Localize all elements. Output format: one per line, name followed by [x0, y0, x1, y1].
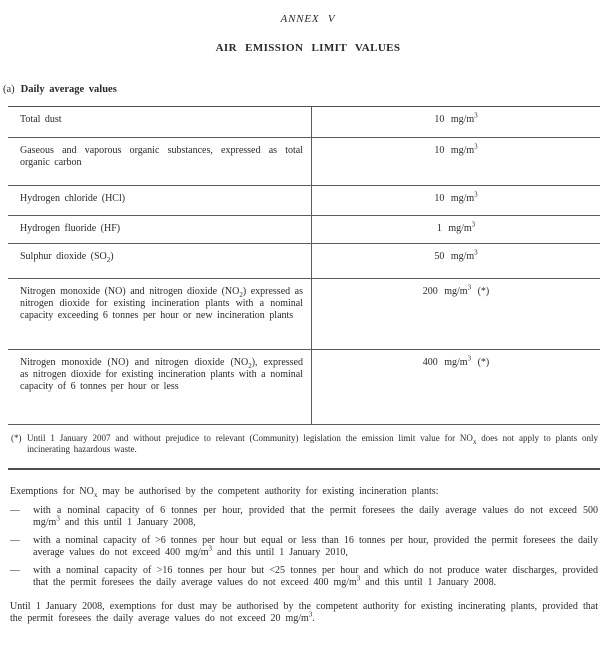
- limit-value-cell: 1 $mg/m^3$: [436, 220, 476, 234]
- limit-value-cell: 200 $mg/m^3$ (*): [422, 283, 490, 297]
- list-item: [8, 505, 600, 529]
- substance-cell: Nitrogen monoxide (NO) and nitrogen dioxide $(NO_2)$, expressed as nitrogen dioxide for existing incineration plants with a nominal capacity of 6 tonnes per hour or less: [8, 350, 312, 424]
- annex-title: ANNEX V: [280, 13, 336, 25]
- table-row: [8, 186, 600, 216]
- list-item-text: with a nominal capacity of >16 tonnes per hour but <25 tonnes per hour and which do not produce water discharges, provided that the permit foresees the daily average values do not exceed 400 $mg/m^3$ and this until 1 January 2008.: [33, 565, 598, 588]
- limit-value-cell: 50 $mg/m^3$: [434, 248, 478, 262]
- table-row: [8, 138, 600, 186]
- substance-cell: Sulphur dioxide $(SO_2)$: [8, 244, 312, 278]
- substance-cell: Hydrogen chloride (HCl): [8, 186, 312, 215]
- dash-marker: —: [10, 565, 20, 576]
- section-marker: (a): [3, 84, 15, 95]
- limit-value-cell: 10 $mg/m^3$: [434, 111, 478, 125]
- document-title: AIR EMISSION LIMIT VALUES: [215, 42, 401, 54]
- footnote-text: Until 1 January 2007 and without prejudice to relevant (Community) legislation the emission limit value for $NO_x$ does not apply to plants only incinerating hazardous waste.: [27, 433, 598, 454]
- substance-cell: Total dust: [8, 107, 312, 137]
- limit-value-cell: 400 $mg/m^3$ (*): [422, 354, 490, 368]
- list-item-text: with a nominal capacity of >6 tonnes per hour but equal or less than 16 tonnes per hour, provided the permit foresees the daily average values do not exceed 400 $mg/m^3$ and this until 1 January 2010,: [33, 535, 598, 558]
- footnote: [8, 433, 600, 455]
- substance-cell: Gaseous and vaporous organic substances, expressed as total organic carbon: [8, 138, 312, 185]
- table-row: [8, 244, 600, 279]
- limit-value-cell: 10 $mg/m^3$: [434, 142, 478, 156]
- list-item-text: with a nominal capacity of 6 tonnes per hour, provided that the permit foresees the daily average values do not exceed 500 $mg/m^3$ and this until 1 January 2008,: [33, 505, 598, 528]
- substance-cell: Nitrogen monoxide (NO) and nitrogen dioxide $(NO_2)$ expressed as nitrogen dioxide for existing incineration plants with a nominal capacity exceeding 6 tonnes per hour or new incineration plants: [8, 279, 312, 349]
- dust-exemption-paragraph: Until 1 January 2008, exemptions for dust may be authorised by the competent authority for existing incinerating plants, provided that the permit foresees the daily average values do not exceed 20 $mg/m^3$.: [10, 601, 598, 624]
- footnote-marker: (*): [11, 433, 22, 443]
- list-item: [8, 565, 600, 589]
- table-row: [8, 216, 600, 244]
- document-content: [3, 84, 600, 625]
- exemptions-list: [8, 505, 600, 589]
- table-row: [8, 279, 600, 350]
- table-row: [8, 107, 600, 138]
- dash-marker: —: [10, 535, 20, 546]
- horizontal-divider: [8, 468, 600, 470]
- dash-marker: —: [10, 505, 20, 516]
- section-title: Daily average values: [20, 84, 117, 95]
- section-heading: [3, 84, 600, 96]
- table-row: [8, 350, 600, 425]
- exemptions-intro: Exemptions for $NO_x$ may be authorised by the competent authority for existing incineration plants:: [10, 486, 439, 499]
- list-item: [8, 535, 600, 559]
- limit-value-cell: 10 $mg/m^3$: [434, 190, 478, 204]
- emission-limits-table: [8, 106, 600, 425]
- substance-cell: Hydrogen fluoride (HF): [8, 216, 312, 243]
